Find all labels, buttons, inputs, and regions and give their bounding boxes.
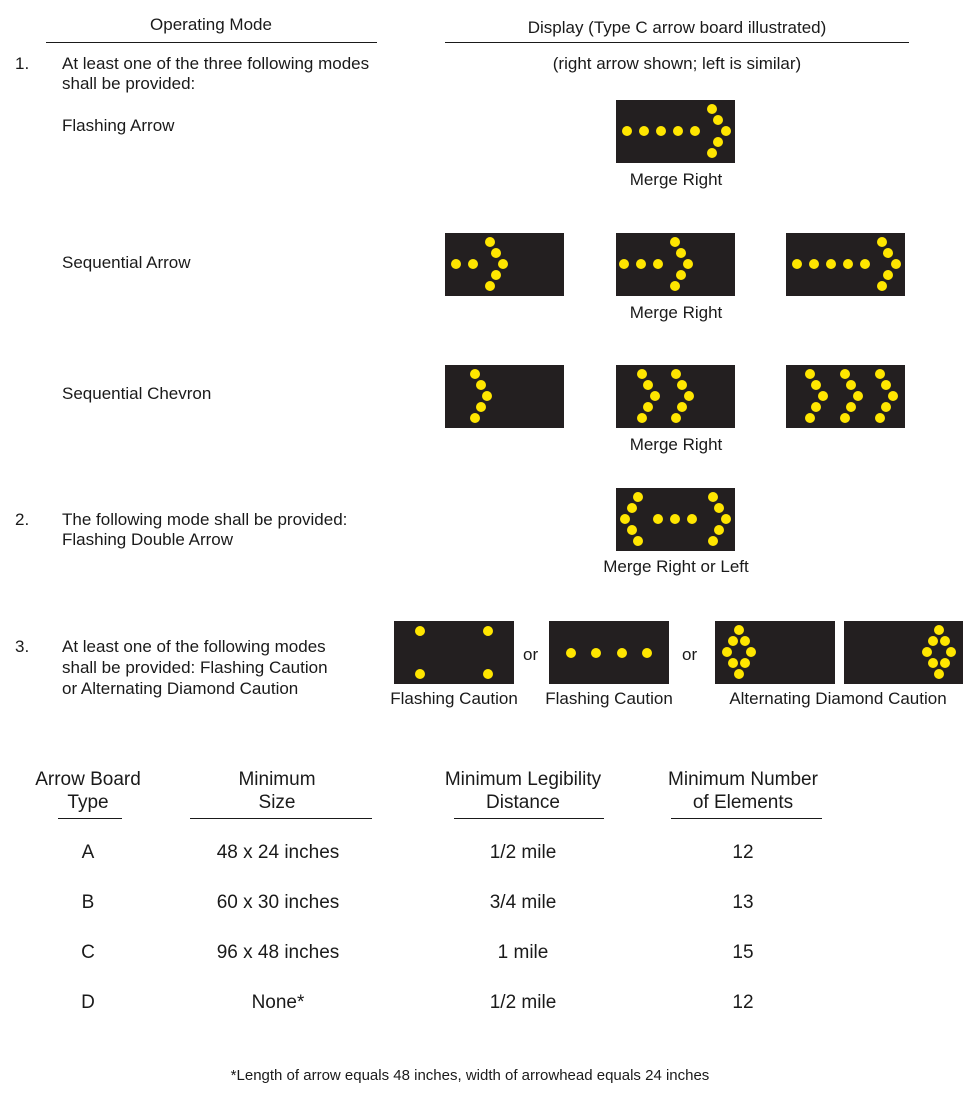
table-row-a-distance: 1/2 mile [489, 842, 557, 863]
table-header-legibility-line1: Minimum Legibility [444, 769, 602, 790]
section2-number: 2. [15, 510, 30, 529]
section3-number: 3. [15, 637, 30, 656]
flashing-double-arrow-caption: Merge Right or Left [603, 557, 749, 576]
table-header-legibility-rule [454, 818, 604, 819]
table-row-d-distance: 1/2 mile [489, 992, 557, 1013]
flashing-caution-corners-board [394, 621, 514, 684]
sequential-chevron-board-1 [445, 365, 564, 428]
table-header-type-line2: Type [67, 792, 109, 813]
sequential-chevron-caption: Merge Right [629, 435, 723, 454]
alternating-diamond-caption: Alternating Diamond Caution [729, 689, 947, 708]
sequential-chevron-board-3 [786, 365, 905, 428]
sequential-arrow-caption: Merge Right [629, 303, 723, 322]
table-header-legibility [423, 768, 623, 814]
table-row-b-elements: 13 [732, 892, 754, 913]
table-row-c-size: 96 x 48 inches [216, 942, 340, 963]
table-header-elements [643, 768, 843, 814]
section3-text-line3: or Alternating Diamond Caution [62, 679, 299, 698]
alternating-diamond-board-right [844, 621, 963, 684]
flashing-caution-line-board [549, 621, 669, 684]
table-row-a-elements: 12 [732, 842, 754, 863]
section3-text-line2: shall be provided: Flashing Caution [62, 658, 328, 677]
sequential-chevron-board-2 [616, 365, 735, 428]
or-separator-1: or [523, 645, 539, 664]
flashing-caution-caption-1: Flashing Caution [390, 689, 518, 708]
sequential-arrow-board-3 [786, 233, 905, 296]
table-header-elements-line2: of Elements [692, 792, 794, 813]
table-row-b-type: B [81, 892, 95, 913]
sequential-chevron-label: Sequential Chevron [62, 384, 212, 403]
display-header: Display (Type C arrow board illustrated) [527, 18, 827, 37]
table-header-type [18, 768, 158, 814]
operating-mode-rule [46, 42, 377, 43]
flashing-double-arrow-board [616, 488, 735, 551]
sequential-arrow-board-1 [445, 233, 564, 296]
table-header-legibility-line2: Distance [486, 792, 560, 813]
section2-text-line1: The following mode shall be provided: [62, 510, 348, 529]
section2-text-line2: Flashing Double Arrow [62, 530, 234, 549]
or-separator-2: or [682, 645, 698, 664]
table-row-b-size: 60 x 30 inches [216, 892, 340, 913]
table-header-size-line2: Size [258, 792, 296, 813]
table-row-d-size: None* [251, 992, 305, 1013]
section1-text-line1: At least one of the three following modes [62, 54, 370, 73]
section1-number: 1. [15, 54, 30, 73]
table-row-c-distance: 1 mile [497, 942, 549, 963]
section1-text-line2: shall be provided: [62, 74, 196, 93]
flashing-arrow-label: Flashing Arrow [62, 116, 175, 135]
table-row-a-type: A [81, 842, 95, 863]
table-header-elements-rule [671, 818, 822, 819]
sequential-arrow-board-2 [616, 233, 735, 296]
flashing-arrow-board [616, 100, 735, 163]
table-header-type-rule [58, 818, 122, 819]
table-header-type-line1: Arrow Board [35, 769, 141, 790]
sequential-arrow-label: Sequential Arrow [62, 253, 191, 272]
flashing-caution-caption-2: Flashing Caution [545, 689, 673, 708]
table-row-b-distance: 3/4 mile [489, 892, 557, 913]
section1-note: (right arrow shown; left is similar) [552, 54, 802, 73]
table-row-a-size: 48 x 24 inches [216, 842, 340, 863]
operating-mode-header: Operating Mode [150, 15, 272, 34]
table-header-size-line1: Minimum [238, 769, 316, 790]
footnote: *Length of arrow equals 48 inches, width of arrowhead equals 24 inches [230, 1067, 710, 1084]
table-row-d-elements: 12 [732, 992, 754, 1013]
table-row-d-type: D [81, 992, 95, 1013]
table-row-c-elements: 15 [732, 942, 754, 963]
table-header-elements-line1: Minimum Number [668, 769, 818, 790]
flashing-arrow-caption: Merge Right [629, 170, 723, 189]
section3-text-line1: At least one of the following modes [62, 637, 326, 656]
display-rule [445, 42, 909, 43]
table-header-size-rule [190, 818, 372, 819]
table-header-size [190, 768, 364, 814]
alternating-diamond-board-left [715, 621, 835, 684]
table-row-c-type: C [81, 942, 95, 963]
